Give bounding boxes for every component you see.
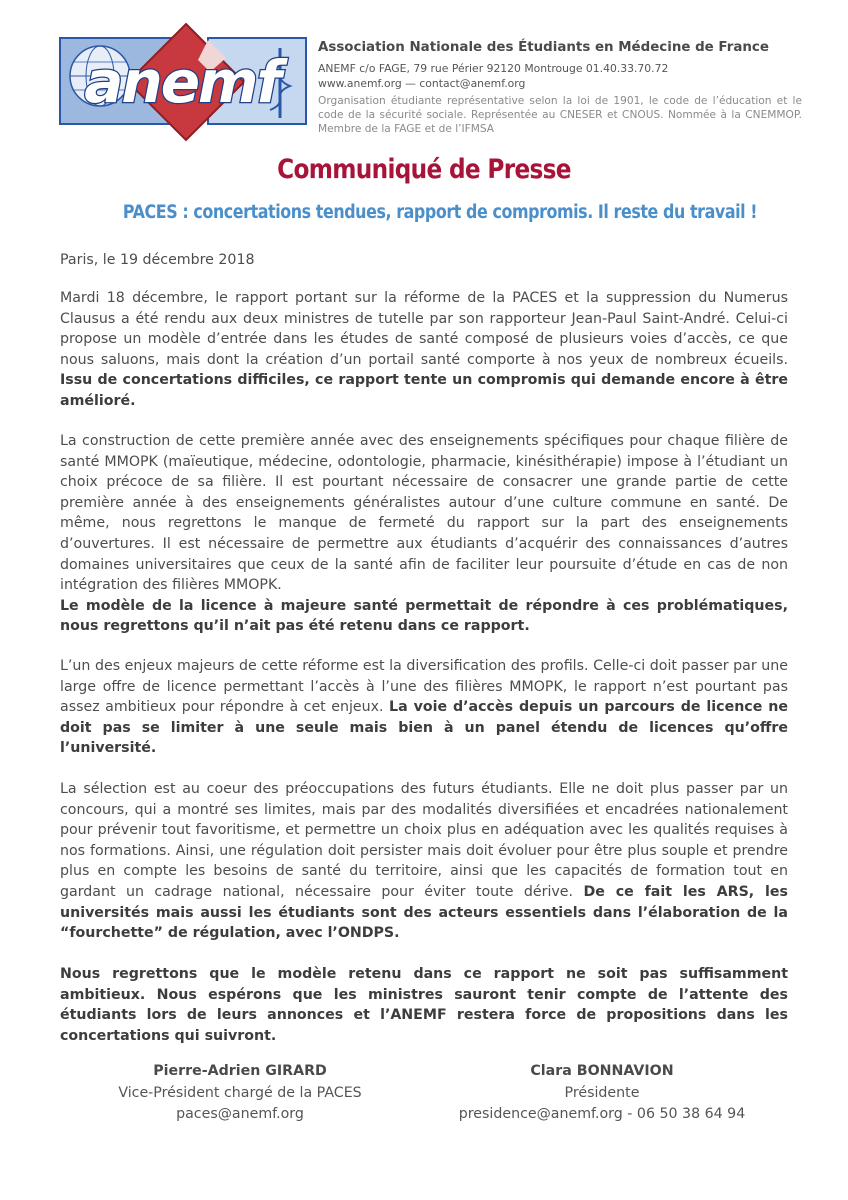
org-contact: www.anemf.org — contact@anemf.org: [318, 77, 526, 90]
signature-left: [70, 1061, 410, 1126]
paragraph-4: [60, 779, 788, 944]
org-description: Organisation étudiante représentative selon la loi de 1901, le code de l’éducation et le code de la sécurité sociale. Représentée au CNESER et CNOUS. Nommée à la CNEMMOP. Membre de la FAGE et de l’IFMSA: [318, 95, 802, 135]
signatory-name: Pierre-Adrien GIRARD: [153, 1063, 327, 1079]
org-address: ANEMF c/o FAGE, 79 rue Périer 92120 Montrouge 01.40.33.70.72: [318, 62, 669, 75]
paragraph-4-emphasis: De ce fait les ARS, les universités mais aussi les étudiants sont des acteurs essentiels dans l’élaboration de la “fourchette” de régulation, avec l’ONDPS.: [60, 883, 788, 942]
paragraph-3-emphasis: La voie d’accès depuis un parcours de licence ne doit pas se limiter à une seule mais bien à un panel étendu de licences qu’offre l’université.: [60, 699, 788, 757]
page-title: Communiqué de Presse: [277, 154, 571, 185]
paragraph-1: [60, 288, 788, 412]
paragraph-3: [60, 656, 788, 759]
org-name: Association Nationale des Étudiants en Médecine de France: [318, 40, 769, 55]
paragraph-5: Nous regrettons que le modèle retenu dans ce rapport ne soit pas suffisamment ambitieux. Nous espérons que les ministres sauront tenir compte de l’attente des étudiants lors de leurs annonces et l’ANEMF restera force de propositions dans les concertations qui suivront.: [60, 966, 788, 1044]
signatory-contact: presidence@anemf.org - 06 50 38 64 94: [458, 1106, 746, 1122]
signatory-role: Vice-Président chargé de la PACES: [118, 1084, 362, 1101]
signatory-email: paces@anemf.org: [176, 1106, 304, 1122]
signatory-role: Présidente: [564, 1084, 640, 1101]
paragraph-2: [60, 431, 788, 637]
signature-right: [432, 1061, 772, 1126]
paragraph-2-text: La construction de cette première année avec des enseignements spécifiques pour chaque filière de santé MMOPK (maïeutique, médecine, odontologie, pharmacie, kinésithérapie) impose à l’étudiant un choix précoce de sa filière. Il est pourtant nécessaire de consacrer une grande partie de cette première année à des enseignements généralistes autour d’une culture commune en santé. De même, nous regrettons le manque de fermeté du rapport sur la part des enseignements d’ouvertures. Il est nécessaire de permettre aux étudiants d’acquérir des connaissances d’autres domaines universitaires que ceux de la santé afin de faciliter leur poursuite d’étude en cas de non intégration des filières MMOPK.: [60, 433, 788, 594]
page-subtitle: PACES : concertations tendues, rapport de compromis. Il reste du travail !: [122, 202, 758, 223]
anemf-logo: [58, 20, 308, 142]
date-line: Paris, le 19 décembre 2018: [60, 252, 255, 268]
paragraph-2-emphasis: Le modèle de la licence à majeure santé permettait de répondre à ces problématiques, nous regrettons qu’il n’ait pas été retenu dans ce rapport.: [60, 597, 788, 635]
paragraph-4-text: La sélection est au coeur des préoccupations des futurs étudiants. Elle ne doit plus passer par un concours, qui a montré ses limites, mais par des modalités diversifiées et encadrées nationalement pour prévenir tout favoritisme, et permettre un choix plus en adéquation avec les qualités requises à nos formations. Ainsi, une régulation doit persister mais doit évoluer pour être plus souple et prendre plus en compte les besoins de santé du territoire, ainsi que les capacités de formation tout en gardant un cadrage national, nécessaire pour éviter toute dérive.: [60, 781, 788, 900]
paragraph-3-text: L’un des enjeux majeurs de cette réforme est la diversification des profils. Celle-ci doit passer par une large offre de licence permettant l’accès à l’une des filières MMOPK, le rapport n’est pourtant pas assez ambitieux pour répondre à cet enjeux.: [60, 658, 788, 716]
paragraph-1-emphasis: Issu de concertations difficiles, ce rapport tente un compromis qui demande encore à être amélioré.: [60, 372, 788, 409]
signatory-name: Clara BONNAVION: [530, 1063, 674, 1079]
logo-wordmark: anemf: [84, 48, 280, 116]
paragraph-1-text: Mardi 18 décembre, le rapport portant sur la réforme de la PACES et la suppression du Numerus Clausus a été rendu aux deux ministres de tutelle par son rapporteur Jean-Paul Saint-André. Celui-ci propose un modèle d’entrée dans les études de santé composé de plusieurs voies d’accès, ce que nous saluons, mais dont la création d’un portail santé comporte à nos yeux de nombreux écueils.: [60, 290, 788, 368]
